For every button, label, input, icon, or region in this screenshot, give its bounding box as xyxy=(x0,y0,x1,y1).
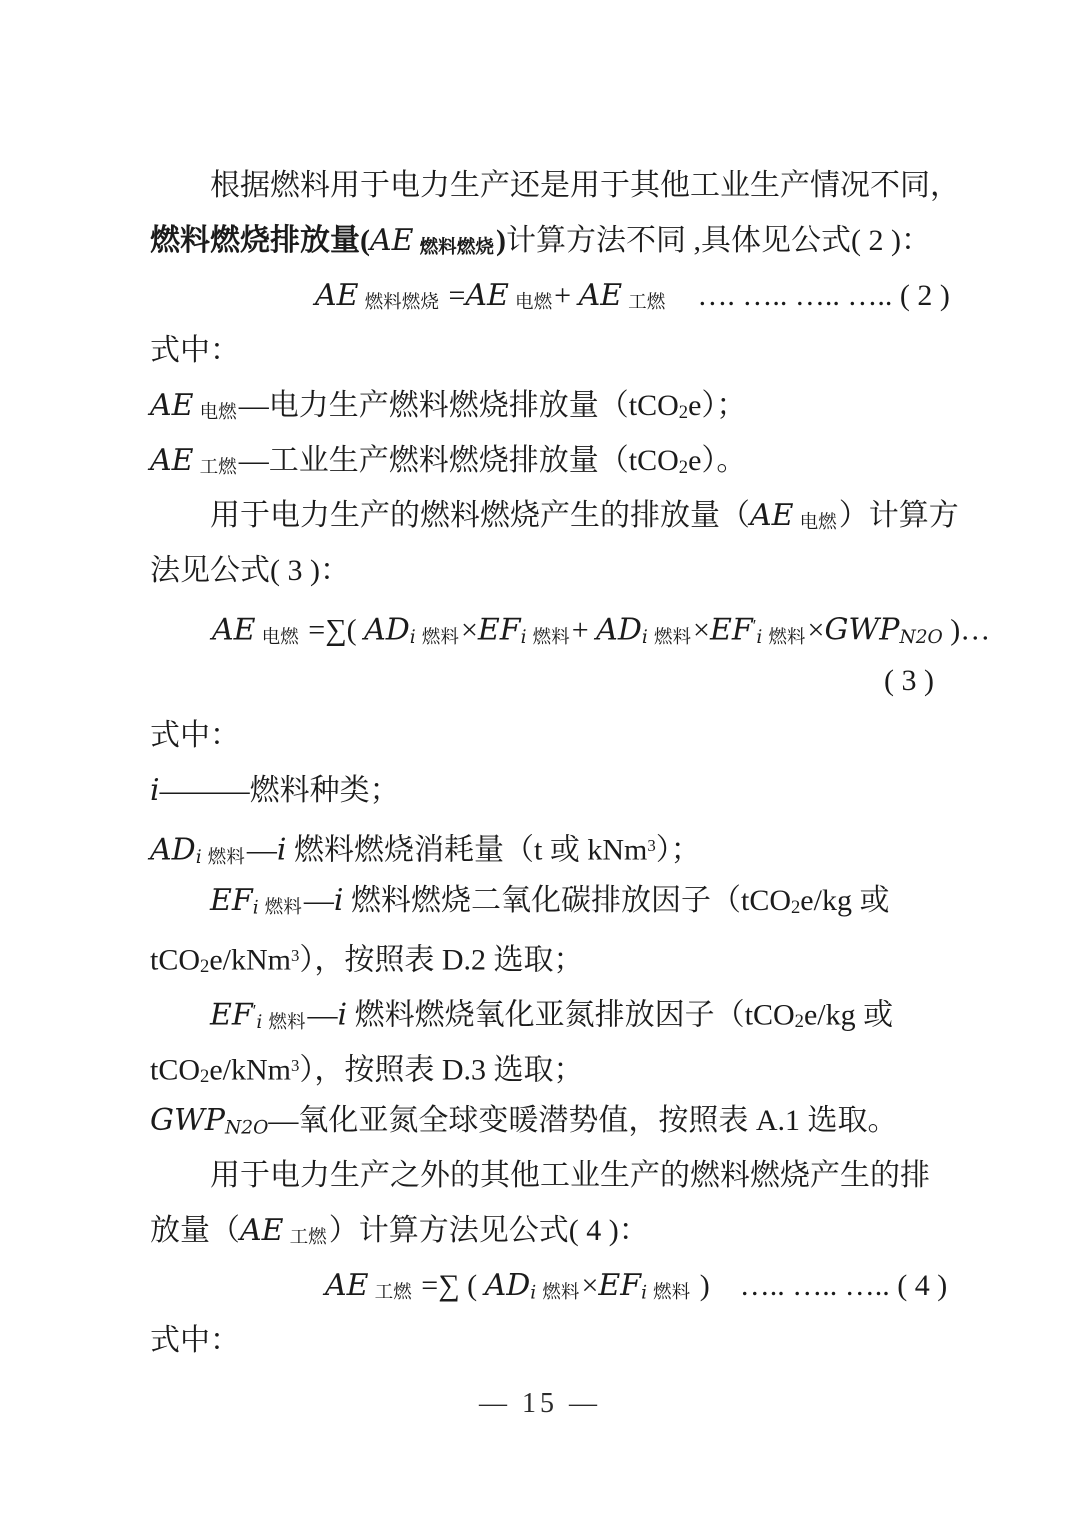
text-run: 燃料 xyxy=(207,846,245,868)
text-run: — xyxy=(307,998,338,1032)
text-run: e）； xyxy=(688,389,747,422)
text-run: i xyxy=(520,627,527,649)
text-run: i xyxy=(252,897,259,919)
text-run: 式中： xyxy=(150,334,240,367)
text-run: 工燃 xyxy=(374,1282,412,1304)
text-line xyxy=(150,268,950,323)
text-run: ( 3 ) xyxy=(884,664,934,697)
text-run: ）； xyxy=(655,833,701,867)
text-line xyxy=(150,983,938,1038)
text-run: …. ….. ….. ….. ( 2 ) xyxy=(667,279,950,312)
text-run: i xyxy=(333,883,344,918)
text-run: + xyxy=(554,279,579,312)
text-line xyxy=(150,708,938,763)
document-body xyxy=(150,158,991,1368)
text-run: — xyxy=(303,884,334,917)
text-run: 2 xyxy=(791,896,801,918)
text-line xyxy=(150,1258,948,1313)
text-run: 3 xyxy=(290,946,300,965)
text-run: 燃料燃烧排放量( xyxy=(150,224,370,257)
text-run: e/kNm xyxy=(209,1053,291,1087)
text-run: N2O xyxy=(899,627,943,649)
text-run: ) xyxy=(495,224,506,257)
text-run: 燃料燃烧二氧化碳排放因子（tCO xyxy=(343,884,791,917)
text-run: 电燃 xyxy=(514,292,553,314)
text-run: —氧化亚氮全球变暖潜势值，按照表 A.1 选取。 xyxy=(268,1104,898,1137)
text-run: AE xyxy=(465,278,509,313)
text-run: 根据燃料用于电力生产还是用于其他工业生产情况不同， xyxy=(210,169,960,202)
text-run: EF xyxy=(709,612,753,648)
text-run: GWP xyxy=(150,1103,225,1138)
text-run: AE xyxy=(150,388,194,423)
text-run: i xyxy=(195,847,202,869)
text-line xyxy=(150,1038,938,1093)
page-footer xyxy=(0,1388,1080,1420)
text-run: + xyxy=(571,613,597,647)
text-run: i xyxy=(641,1282,648,1304)
text-run: AD xyxy=(484,1268,531,1303)
text-run: i xyxy=(409,627,416,649)
text-run: EF xyxy=(477,612,521,648)
text-line xyxy=(150,1148,938,1203)
text-line xyxy=(150,1093,938,1148)
text-run: tCO xyxy=(150,1053,201,1087)
text-line xyxy=(150,873,938,928)
text-line xyxy=(150,653,938,708)
text-run: — xyxy=(246,833,277,867)
text-run: 用于电力生产的燃料燃烧产生的排放量（ xyxy=(210,499,750,532)
text-line xyxy=(150,1203,938,1258)
text-run: AE xyxy=(315,278,359,313)
text-run: 燃料 xyxy=(768,626,806,648)
text-run: ′ xyxy=(252,1001,257,1020)
text-run: i xyxy=(756,627,763,649)
text-run: =∑ ( xyxy=(413,1269,485,1302)
text-run: 燃料 xyxy=(653,626,692,648)
text-run: 式中： xyxy=(150,1324,240,1357)
text-run: 燃料 xyxy=(532,626,570,648)
text-run: ———燃料种类； xyxy=(159,774,400,807)
text-run: —工业生产燃料燃烧排放量（tCO xyxy=(238,444,679,477)
text-run: 燃料燃烧消耗量（t 或 kNm xyxy=(286,833,648,867)
text-run: i xyxy=(641,627,648,649)
text-run: 2 xyxy=(794,1011,804,1033)
text-run: ），按照表 D.3 选取； xyxy=(299,1053,584,1087)
text-run: e）。 xyxy=(688,444,747,477)
text-run: 计算方法不同 ,具体见公式( 2 )： xyxy=(505,224,931,257)
text-run: i xyxy=(276,832,287,868)
text-line xyxy=(150,213,938,268)
text-run: 2 xyxy=(200,956,210,978)
text-line xyxy=(150,378,938,433)
text-run: 法见公式( 3 )： xyxy=(150,554,350,587)
text-run: × xyxy=(460,613,478,647)
text-run: 燃料 xyxy=(264,897,302,919)
text-run: 用于电力生产之外的其他工业生产的燃料燃烧产生的排 xyxy=(210,1159,930,1192)
text-run: ′ xyxy=(752,616,757,635)
text-run: 放量（ xyxy=(150,1214,240,1247)
text-line xyxy=(150,598,991,653)
text-run: EF xyxy=(210,997,253,1033)
text-run: 工燃 xyxy=(199,457,237,479)
text-line xyxy=(150,433,938,488)
text-run: e/kNm xyxy=(209,943,291,977)
text-run: GWP xyxy=(824,612,900,648)
text-run: AE xyxy=(325,1268,369,1303)
text-run: 电燃 xyxy=(199,402,237,424)
text-line xyxy=(150,488,959,543)
text-run: ）计算方 xyxy=(838,499,959,532)
text-run: × xyxy=(693,613,710,647)
text-run: i xyxy=(150,773,160,808)
text-run: AE xyxy=(370,223,414,258)
text-run: AE xyxy=(578,278,623,313)
text-line xyxy=(150,158,960,213)
text-run: e/kg 或 xyxy=(800,884,890,917)
text-run: 工燃 xyxy=(289,1227,327,1249)
text-run: AD xyxy=(596,612,642,648)
text-run: EF xyxy=(598,1268,642,1303)
text-run: ）计算方法见公式( 4 )： xyxy=(328,1214,649,1247)
text-run: 燃料 xyxy=(653,1282,691,1304)
text-run: AD xyxy=(364,612,410,648)
text-run: AE xyxy=(240,1213,284,1248)
text-line xyxy=(150,818,938,873)
text-line xyxy=(150,323,938,378)
text-run: AE xyxy=(750,498,794,533)
text-run: 燃料燃烧氧化亚氮排放因子（tCO xyxy=(347,998,795,1032)
text-run: 3 xyxy=(647,836,656,855)
text-run: = xyxy=(440,279,466,312)
text-run: AD xyxy=(150,832,196,868)
text-run: 燃料 xyxy=(421,626,459,648)
text-run: 电燃 xyxy=(799,512,837,534)
text-run: 3 xyxy=(290,1056,300,1075)
text-run: e/kg 或 xyxy=(803,998,894,1032)
text-run: × xyxy=(807,613,825,647)
text-run: 燃料燃烧 xyxy=(419,237,494,259)
text-run: N2O xyxy=(225,1117,269,1139)
text-run: tCO xyxy=(150,943,201,977)
text-run: AE xyxy=(150,443,194,478)
text-run: 燃料 xyxy=(542,1282,580,1304)
text-line xyxy=(150,1313,938,1368)
text-run: i xyxy=(256,1012,263,1034)
text-line xyxy=(150,763,938,818)
text-run: 电燃 xyxy=(261,626,299,648)
text-run: × xyxy=(581,1269,599,1302)
page-number: — 15 — xyxy=(479,1388,601,1419)
text-run: 2 xyxy=(678,401,689,423)
text-run: i xyxy=(337,997,348,1033)
text-line xyxy=(150,928,938,983)
text-run: 2 xyxy=(678,456,689,478)
text-run: )… xyxy=(942,613,991,647)
text-run: ) ….. ….. ….. ( 4 ) xyxy=(692,1269,948,1302)
text-run: —电力生产燃料燃烧排放量（tCO xyxy=(238,389,679,422)
text-run: AE xyxy=(212,612,256,648)
text-run: i xyxy=(530,1282,537,1304)
text-run: =∑( xyxy=(300,613,365,647)
text-run: EF xyxy=(210,883,253,918)
text-run: 工燃 xyxy=(628,292,666,314)
text-run: 燃料 xyxy=(268,1011,306,1033)
text-run: ），按照表 D.2 选取； xyxy=(299,943,584,977)
text-line xyxy=(150,543,938,598)
text-run: 式中： xyxy=(150,719,240,752)
text-run: 燃料燃烧 xyxy=(364,292,439,314)
text-run: 2 xyxy=(200,1066,210,1088)
